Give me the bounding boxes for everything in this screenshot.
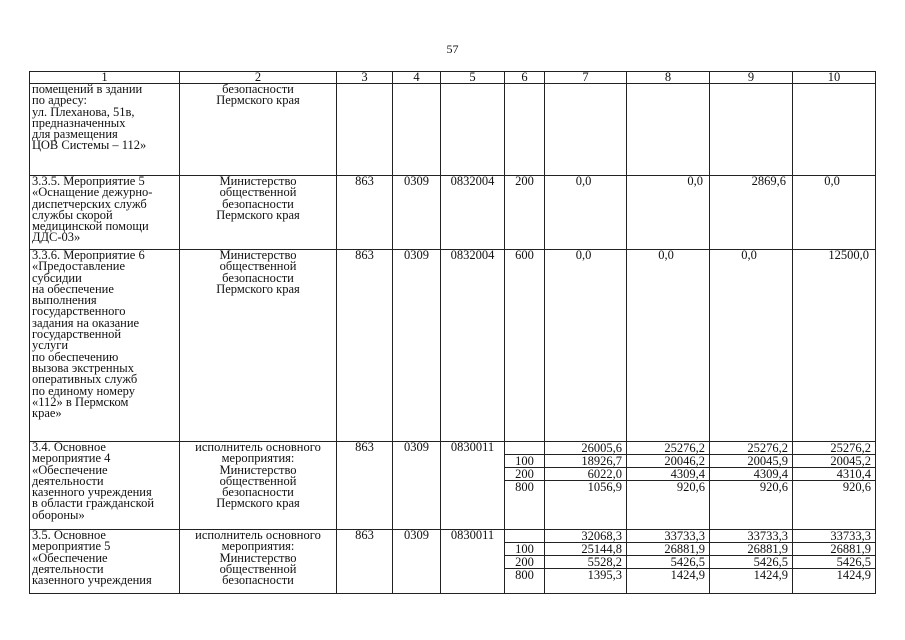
amount-cell: 25276,2 20045,2 4310,4 920,6 <box>793 442 876 530</box>
amount-cell: 0,0 <box>627 250 710 442</box>
grbs-code: 863 <box>337 442 393 530</box>
budget-table <box>29 71 876 594</box>
table-row <box>30 530 876 594</box>
amount-cell: 0,0 <box>545 176 627 250</box>
header-cell: 5 <box>441 72 505 84</box>
executor-cell: исполнитель основного мероприятия: Министерство общественной безопасности <box>180 530 337 594</box>
grbs-code: 863 <box>337 530 393 594</box>
executor-cell: Министерство общественной безопасности Пермского края <box>180 250 337 442</box>
amount-cell: 26005,6 18926,7 6022,0 1056,9 <box>545 442 627 530</box>
amount-cell: 33733,3 26881,9 5426,5 1424,9 <box>710 530 793 594</box>
header-cell: 6 <box>505 72 545 84</box>
amount-cell: 32068,3 25144,8 5528,2 1395,3 <box>545 530 627 594</box>
table-row <box>30 442 876 530</box>
table-row <box>30 84 876 176</box>
amount-cell: 33733,3 26881,9 5426,5 1424,9 <box>627 530 710 594</box>
page-number: 57 <box>446 42 459 56</box>
activity-name-cell: 3.4. Основное мероприятие 4 «Обеспечение деятельности казенного учреждения в области гражданской обороны» <box>30 442 180 530</box>
target-article-code: 0832004 <box>441 250 505 442</box>
header-cell: 9 <box>710 72 793 84</box>
section-code: 0309 <box>393 250 441 442</box>
expense-type-code: 600 <box>505 250 545 442</box>
amount-cell: 0,0 <box>793 176 876 250</box>
table-row <box>30 250 876 442</box>
amount-cell: 0,0 <box>710 250 793 442</box>
header-cell: 10 <box>793 72 876 84</box>
header-cell: 1 <box>30 72 180 84</box>
target-article-code: 0830011 <box>441 530 505 594</box>
amount-cell: 2869,6 <box>710 176 793 250</box>
amount-cell: 33733,3 26881,9 5426,5 1424,9 <box>793 530 876 594</box>
executor-cell: безопасности Пермского края <box>180 84 337 176</box>
expense-type-code: 200 <box>505 176 545 250</box>
header-cell: 7 <box>545 72 627 84</box>
activity-name-cell: 3.3.6. Мероприятие 6 «Предоставление субсидии на обеспечение выполнения государственного задания на оказание государственной услуги по обеспечению вызова экстренных оперативных служб по единому номеру «112» в Пермском крае» <box>30 250 180 442</box>
amount-cell: 0,0 <box>545 250 627 442</box>
grbs-code: 863 <box>337 176 393 250</box>
amount-cell: 25276,2 20045,9 4309,4 920,6 <box>710 442 793 530</box>
activity-name-cell: помещений в здании по адресу: ул. Плеханова, 51в, предназначенных для размещения ЦОВ Системы – 112» <box>30 84 180 176</box>
amount-cell: 25276,2 20046,2 4309,4 920,6 <box>627 442 710 530</box>
activity-name-cell: 3.3.5. Мероприятие 5 «Оснащение дежурно- диспетчерских служб службы скорой медицинской помощи ДДС-03» <box>30 176 180 250</box>
header-cell: 4 <box>393 72 441 84</box>
header-cell: 8 <box>627 72 710 84</box>
executor-cell: исполнитель основного мероприятия: Министерство общественной безопасности Пермского края <box>180 442 337 530</box>
expense-type-cell: 100 200 800 <box>505 442 545 530</box>
expense-type-cell: 100 200 800 <box>505 530 545 594</box>
section-code: 0309 <box>393 176 441 250</box>
amount-cell: 0,0 <box>627 176 710 250</box>
section-code: 0309 <box>393 530 441 594</box>
header-cell: 2 <box>180 72 337 84</box>
target-article-code: 0830011 <box>441 442 505 530</box>
activity-name-cell: 3.5. Основное мероприятие 5 «Обеспечение деятельности казенного учреждения <box>30 530 180 594</box>
header-row <box>30 72 876 84</box>
target-article-code: 0832004 <box>441 176 505 250</box>
section-code: 0309 <box>393 442 441 530</box>
grbs-code: 863 <box>337 250 393 442</box>
table-row <box>30 176 876 250</box>
header-cell: 3 <box>337 72 393 84</box>
amount-cell: 12500,0 <box>793 250 876 442</box>
executor-cell: Министерство общественной безопасности Пермского края <box>180 176 337 250</box>
